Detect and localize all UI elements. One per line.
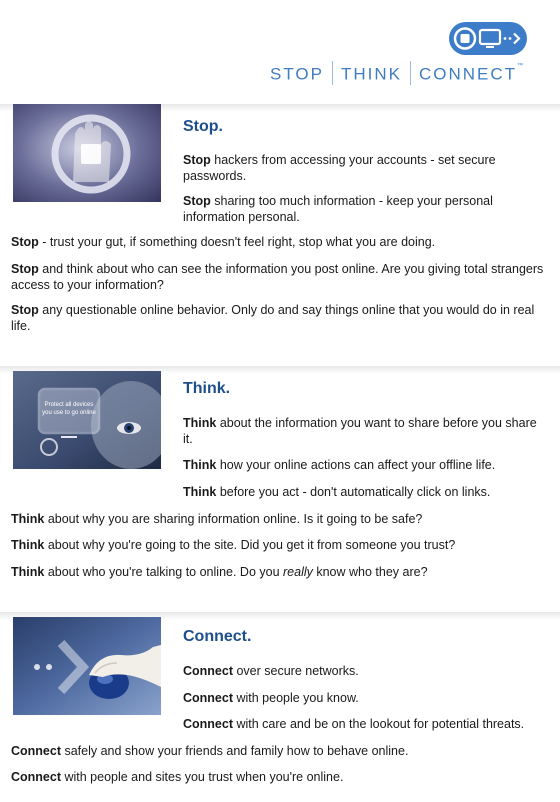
- think-heading: Think.: [183, 380, 231, 397]
- stop-think-connect-logo-icon: [449, 22, 527, 55]
- think-eye-photo: [13, 371, 161, 469]
- think-section: [0, 366, 560, 612]
- connect-section: [0, 612, 560, 802]
- stop-section: [0, 104, 560, 366]
- list-item: Think about who you're talking to online. Do you really know who they are?: [11, 565, 428, 579]
- connect-heading: Connect.: [183, 628, 252, 645]
- logo-wordmark: [270, 63, 550, 87]
- stop-hand-photo: [13, 104, 161, 202]
- list-item: Think about why you are sharing information online. Is it going to be safe?: [11, 512, 423, 526]
- list-item: Connect with people and sites you trust when you're online.: [11, 770, 344, 784]
- header: [0, 0, 560, 104]
- list-item: Stop sharing too much information - keep your personal information personal.: [183, 194, 493, 224]
- list-item: Stop any questionable online behavior. Only do and say things online that you would do in real life.: [11, 303, 535, 333]
- list-item: Stop hackers from accessing your accounts - set secure passwords.: [183, 153, 496, 183]
- list-item: Stop - trust your gut, if something doesn't feel right, stop what you are doing.: [11, 235, 436, 249]
- list-item: Connect over secure networks.: [183, 664, 359, 678]
- list-item: Connect safely and show your friends and family how to behave online.: [11, 744, 409, 758]
- list-item: Think about why you're going to the site. Did you get it from someone you trust?: [11, 538, 456, 552]
- connect-mouse-photo: [13, 617, 161, 715]
- list-item: Think before you act - don't automatically click on links.: [183, 485, 491, 499]
- stop-heading: Stop.: [183, 118, 223, 135]
- logo-connect: CONNECT: [418, 64, 518, 84]
- list-item: Think about the information you want to share before you share it.: [183, 416, 537, 446]
- svg-text:you use to go online: you use to go online: [42, 410, 96, 416]
- list-item: Stop and think about who can see the information you post online. Are you giving total strangers access to your information?: [11, 262, 544, 292]
- list-item: Connect with care and be on the lookout for potential threats.: [183, 717, 525, 731]
- svg-text:Protect all devices: Protect all devices: [44, 402, 94, 408]
- logo-think: THINK: [340, 64, 402, 84]
- list-item: Think how your online actions can affect your offline life.: [183, 458, 496, 472]
- logo-trademark: ™: [517, 63, 524, 69]
- list-item: Connect with people you know.: [183, 691, 359, 705]
- logo-stop: STOP: [270, 64, 324, 84]
